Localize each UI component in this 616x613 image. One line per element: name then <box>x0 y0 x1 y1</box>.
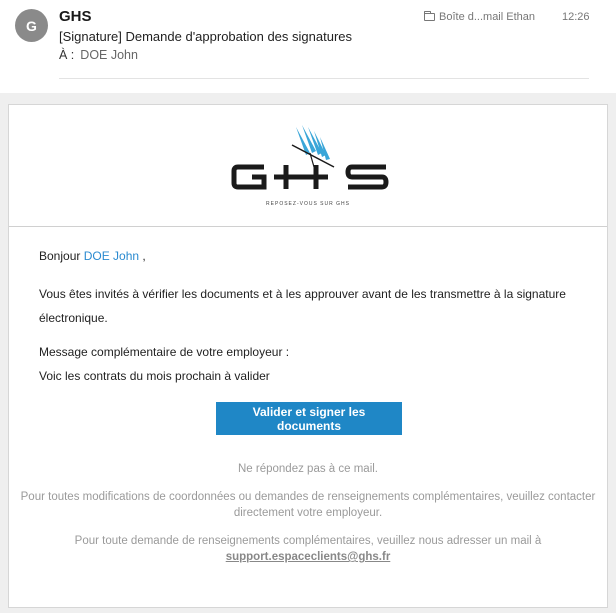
sender-avatar: G <box>15 9 48 42</box>
sender-name: GHS <box>59 8 92 25</box>
greeting <box>39 249 146 263</box>
greeting-name: DOE John <box>83 249 140 263</box>
validate-sign-button[interactable]: Valider et signer les documents <box>216 402 402 435</box>
logo-area <box>9 105 607 225</box>
header-divider <box>59 78 589 79</box>
greeting-suffix: , <box>139 249 146 263</box>
ghs-wing-icon <box>292 125 334 167</box>
to-label: À : <box>59 48 75 62</box>
mailbox-indicator[interactable] <box>424 11 535 23</box>
email-content-card <box>8 104 608 608</box>
modification-notice: Pour toutes modifications de coordonnées ou demandes de renseignements complémentaires, veuillez contacter directement votre employeur. <box>20 491 596 519</box>
email-subject: [Signature] Demande d'approbation des signatures <box>59 29 353 44</box>
folder-icon <box>424 13 435 21</box>
mailbox-name: Boîte d...mail Ethan <box>439 11 535 23</box>
greeting-prefix: Bonjour <box>39 249 84 263</box>
recipient-line <box>59 48 138 62</box>
received-time: 12:26 <box>562 11 590 23</box>
support-notice <box>9 533 607 565</box>
logo-tagline: REPOSEZ-VOUS SUR GHS <box>266 201 350 207</box>
employer-message-label: Message complémentaire de votre employeur : <box>39 345 290 359</box>
employer-message: Voic les contrats du mois prochain à valider <box>39 369 270 383</box>
email-header <box>0 0 616 80</box>
logo-divider <box>9 226 607 227</box>
support-email-link[interactable]: support.espaceclients@ghs.fr <box>225 551 391 563</box>
no-reply-notice: Ne répondez pas à ce mail. <box>238 463 378 475</box>
ghs-logo <box>224 123 394 203</box>
recipient-name[interactable]: DOE John <box>80 48 138 62</box>
support-text: Pour toute demande de renseignements complémentaires, veuillez nous adresser un mail à <box>74 535 542 547</box>
invitation-paragraph: Vous êtes invités à vérifier les documents et à les approuver avant de les transmettre à la signature électronique. <box>39 287 566 325</box>
